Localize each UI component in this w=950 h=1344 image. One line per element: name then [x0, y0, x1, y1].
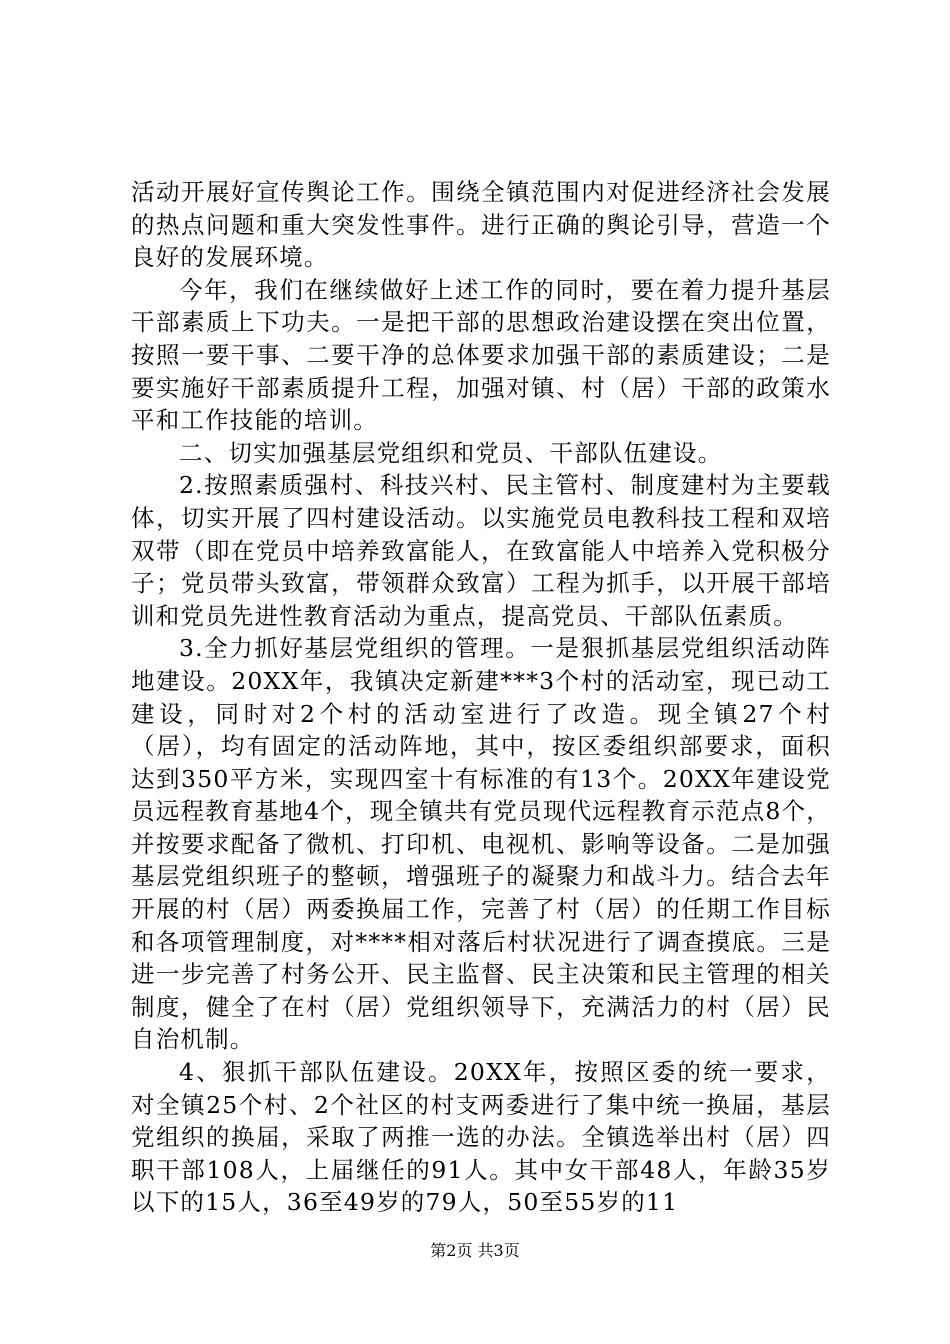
- document-body: [131, 176, 831, 1219]
- paragraph-item-2: 2.按照素质强村、科技兴村、民主管村、制度建村为主要载体，切实开展了四村建设活动。以实施党员电教科技工程和双培双带（即在党员中培养致富能人，在致富能人中培养入党积极分子；党员带头致富，带领群众致富）工程为抓手，以开展干部培训和党员先进性教育活动为重点，提高党员、干部队伍素质。: [131, 471, 831, 630]
- paragraph-item-4: 4、狠抓干部队伍建设。20XX年，按照区委的统一要求，对全镇25个村、2个社区的村支两委进行了集中统一换届，基层党组织的换届，采取了两推一选的办法。全镇选举出村（居）四职干部108人，上届继任的91人。其中女干部48人，年龄35岁以下的15人，36至49岁的79人，50至55岁的11: [131, 1058, 831, 1217]
- section-heading: 二、切实加强基层党组织和党员、干部队伍建设。: [179, 438, 723, 467]
- paragraph-2: 今年，我们在继续做好上述工作的同时，要在着力提升基层干部素质上下功夫。一是把干部的思想政治建设摆在突出位置，按照一要干事、二要干净的总体要求加强干部的素质建设；二是要实施好干部素质提升工程，加强对镇、村（居）干部的政策水平和工作技能的培训。: [131, 275, 831, 435]
- paragraph-item-3: 3.全力抓好基层党组织的管理。一是狠抓基层党组织活动阵地建设。20XX年，我镇决定新建***3个村的活动室，现已动工建设，同时对2个村的活动室进行了改造。现全镇27个村（居），均有固定的活动阵地，其中，按区委组织部要求，面积达到350平方米，实现四室十有标准的有13个。20XX年建设党员远程教育基地4个，现全镇共有党员现代远程教育示范点8个，并按要求配备了微机、打印机、电视机、影响等设备。二是加强基层党组织班子的整顿，增强班子的凝聚力和战斗力。结合去年开展的村（居）两委换届工作，完善了村（居）的任期工作目标和各项管理制度，对****相对落后村状况进行了调查摸底。三是进一步完善了村务公开、民主监督、民主决策和民主管理的相关制度，健全了在村（居）党组织领导下，充满活力的村（居）民自治机制。: [131, 634, 831, 1054]
- paragraph-1: 活动开展好宣传舆论工作。围绕全镇范围内对促进经济社会发展的热点问题和重大突发性事件。进行正确的舆论引导，营造一个良好的发展环境。: [131, 178, 831, 272]
- page-number-footer: 第2页 共3页: [430, 1241, 520, 1260]
